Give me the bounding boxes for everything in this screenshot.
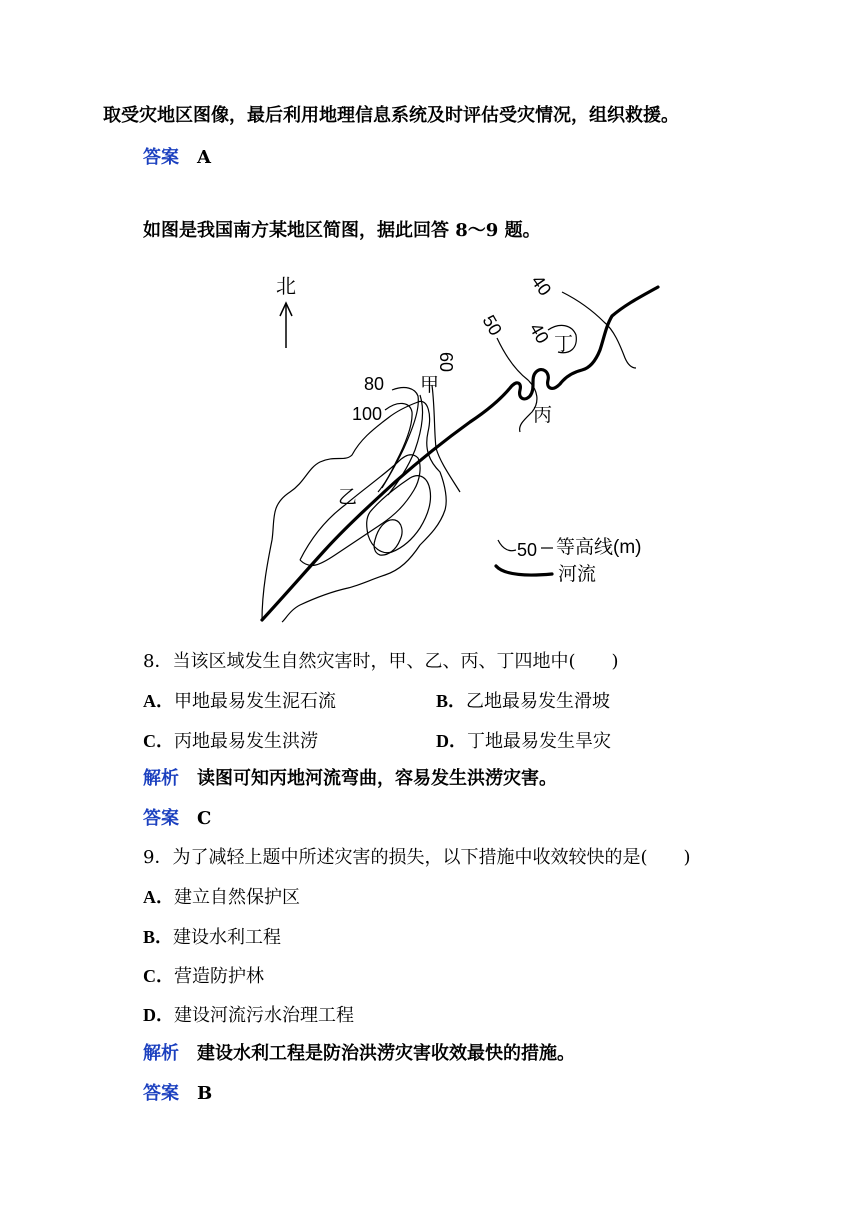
q9-answer-row [143,1082,212,1106]
legend-river-symbol [496,566,552,575]
inner-contour-1 [300,455,420,566]
place-bing: 丙 [533,405,553,426]
q8-stem: 8．当该区域发生自然灾害时，甲、乙、丙、丁四地中( ) [143,651,619,672]
q8-option-c: C．丙地最易发生洪涝 [143,731,318,752]
context-text: 如图是我国南方某地区简图，据此回答 8～9 题。 [143,220,541,241]
q9-option-d: D．建设河流污水治理工程 [143,1005,354,1026]
q9-answer-value: B [197,1083,213,1104]
q8-analysis-text: 读图可知丙地河流弯曲，容易发生洪涝灾害。 [197,768,557,789]
label-50: 50 [478,311,506,339]
contour-50 [497,338,537,432]
place-ding: 丁 [554,334,574,355]
q8-answer-row [143,807,211,831]
answer-value: A [197,147,211,168]
contour-80 [382,388,418,488]
q8-analysis-row [143,767,557,791]
q9-option-c: C．营造防护林 [143,966,264,987]
label-60: 60 [436,352,456,373]
legend-contour-label: 等高线(m) [556,537,642,558]
place-jia: 甲 [420,375,440,396]
q8-option-b: B．乙地最易发生滑坡 [436,691,611,712]
q9-option-b: B．建设水利工程 [143,927,282,948]
legend-contour-symbol [498,540,516,551]
answer-label: 答案 [143,1083,179,1104]
q8-option-a: A．甲地最易发生泥石流 [143,691,336,712]
prev-answer-row [143,146,211,170]
inner-contour-2 [367,476,431,553]
label-80: 80 [364,374,385,394]
analysis-label: 解析 [143,768,179,789]
answer-label: 答案 [143,808,179,829]
legend-contour-value: 50 [517,540,538,560]
q9-analysis-row [143,1042,575,1066]
label-40-top: 40 [527,271,556,300]
q9-stem: 9．为了减轻上题中所述灾害的损失，以下措施中收效较快的是( ) [143,847,691,868]
place-yi: 乙 [338,487,358,508]
label-100: 100 [352,404,383,424]
label-40-ding: 40 [525,319,553,347]
contour-100 [378,403,412,492]
analysis-label: 解析 [143,1043,179,1064]
north-label: 北 [276,276,296,298]
legend-river-label: 河流 [558,564,597,585]
q8-option-d: D．丁地最易发生旱灾 [436,731,611,752]
q9-option-a: A．建立自然保护区 [143,887,300,908]
intro-text: 取受灾地区图像，最后利用地理信息系统及时评估受灾情况，组织救援。 [103,105,679,126]
q8-answer-value: C [197,808,212,829]
river [262,287,658,620]
q9-analysis-text: 建设水利工程是防治洪涝灾害收效最快的措施。 [197,1043,575,1064]
terrain-map [245,262,685,627]
answer-label: 答案 [143,147,179,168]
